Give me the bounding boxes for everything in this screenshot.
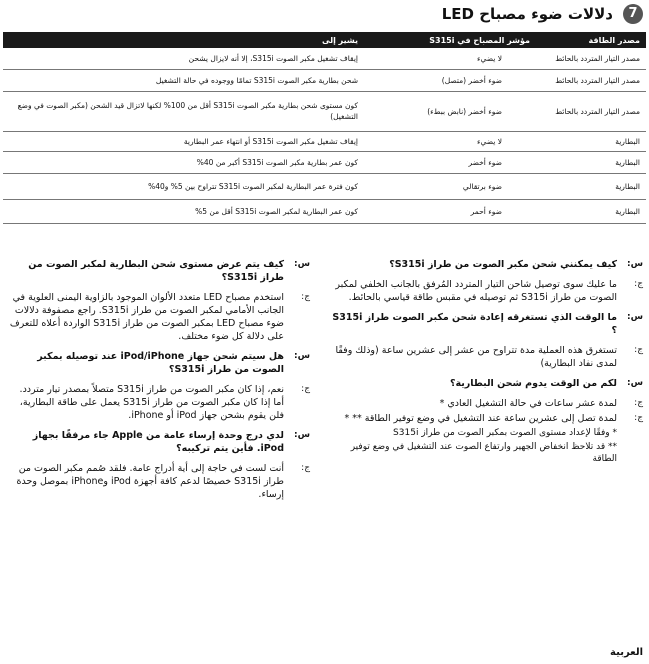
cell-led-state: لا يضيء: [364, 131, 536, 151]
cell-led-state: ضوء برتقالي: [364, 173, 536, 199]
header-led-indicator: مؤشر المصباح في S315i: [364, 32, 536, 48]
footnote-text: * وفقًا لإعداد مستوى الصوت بمكبر الصوت من طراز S315i: [393, 428, 617, 438]
answer-label: ج:: [634, 279, 643, 289]
footnote-text: ** قد تلاحظ انخفاض الجهير وارتفاع الصوت عند التشغيل في وضع توفير الطاقة: [350, 441, 617, 464]
answer-label: ج:: [301, 384, 310, 394]
cell-power-source: البطارية: [536, 131, 646, 151]
footnote: [331, 441, 643, 466]
faq-question: [6, 258, 310, 284]
led-indicator-table: [3, 32, 646, 224]
cell-meaning: كون عمر البطارية لمكبر الصوت S315i أقل من 5%: [3, 199, 364, 223]
answer-label: ج:: [301, 463, 310, 473]
question-label: س:: [293, 351, 310, 361]
question-text: لكم من الوقت يدوم شحن البطارية؟: [449, 378, 617, 389]
answer-text: تستغرق هذه العملية مدة تتراوح من عشر إلى عشرين ساعة (وذلك وفقًا لمدى نفاد البطارية): [335, 345, 617, 369]
answer-label: ج:: [634, 345, 643, 355]
faq-question: [331, 311, 643, 337]
faq-question: [6, 429, 310, 455]
section-title: دلالات ضوء مصباح LED: [441, 5, 613, 23]
faq-answer: [6, 383, 310, 422]
table-row: [3, 151, 646, 173]
question-text: لدي درج وحدة إرساء عامة من Apple جاء مرفقًا بجهاز iPod. فأين يتم تركيبه؟: [32, 430, 284, 454]
cell-power-source: مصدر التيار المتردد بالحائط: [536, 48, 646, 69]
answer-text: لمدة تصل إلى عشرين ساعة عند التشغيل في وضع توفير الطاقة ** *: [344, 413, 617, 424]
header-indicates: يشير إلى: [3, 32, 364, 48]
section-header: [6, 4, 643, 26]
cell-power-source: البطارية: [536, 199, 646, 223]
faq-question: [6, 350, 310, 376]
cell-led-state: لا يضيء: [364, 48, 536, 69]
cell-power-source: البطارية: [536, 173, 646, 199]
question-label: س:: [626, 259, 643, 269]
cell-led-state: ضوء أخضر: [364, 151, 536, 173]
question-text: كيف يتم عرض مستوى شحن البطارية لمكبر الصوت من طراز S315i؟: [28, 259, 284, 283]
question-text: هل سيتم شحن جهاز iPod/iPhone عند توصيله بمكبر الصوت من طراز S315i؟: [37, 351, 284, 375]
faq-answer: [331, 344, 643, 370]
question-label: س:: [626, 378, 643, 388]
answer-label: ج:: [301, 292, 310, 302]
cell-led-state: ضوء أخضر (نابض ببطء): [364, 91, 536, 131]
answer-text: ما عليك سوى توصيل شاحن التيار المتردد المُرفق بالجانب الخلفي لمكبر الصوت من طراز S315i ثم توصيله في مقبس طاقة قياسي بالحائط.: [335, 279, 617, 303]
answer-label: ج:: [634, 398, 643, 408]
cell-power-source: مصدر التيار المتردد بالحائط: [536, 91, 646, 131]
table-row: [3, 131, 646, 151]
answer-text: نعم، إذا كان مكبر الصوت من طراز S315i متصلاً بمصدر تيار متردد. أما إذا كان مكبر الصوت من طراز S315i يعمل على طاقة البطارية، فلن يقوم بشحن جهاز iPod أو iPhone.: [19, 384, 284, 421]
faq-column-right: [331, 258, 643, 473]
faq-answer: [6, 291, 310, 343]
cell-meaning: كون فترة عمر البطارية لمكبر الصوت S315i تتراوح بين 5% و40%: [3, 173, 364, 199]
cell-power-source: البطارية: [536, 151, 646, 173]
question-label: س:: [293, 259, 310, 269]
faq-answer: [331, 397, 643, 410]
faq-column-left: [6, 258, 310, 508]
faq-question: [331, 377, 643, 390]
answer-label: ج:: [634, 413, 643, 423]
cell-meaning: شحن بطارية مكبر الصوت S315i تمامًا ووجوده في حالة التشغيل: [3, 69, 364, 91]
cell-led-state: ضوء أحمر: [364, 199, 536, 223]
table-row: [3, 173, 646, 199]
faq-answer: [331, 412, 643, 425]
question-label: س:: [293, 430, 310, 440]
header-power-source: مصدر الطاقة: [536, 32, 646, 48]
answer-text: أنت لست في حاجة إلى أية أدراج عامة. فلقد صُمم مكبر الصوت من طراز S315i خصيصًا لدعم كافة أجهزة iPod وiPhone بموصل وحدة إرساء.: [16, 463, 284, 500]
footnote: [331, 427, 643, 440]
cell-led-state: ضوء أخضر (متصل): [364, 69, 536, 91]
table-row: [3, 48, 646, 69]
question-label: س:: [626, 312, 643, 322]
table-row: [3, 91, 646, 131]
table-row: [3, 199, 646, 223]
cell-meaning: إيقاف تشغيل مكبر الصوت S315i، إلا أنه لايزال يشحن: [3, 48, 364, 69]
faq-question: [331, 258, 643, 271]
table-row: [3, 69, 646, 91]
faq-answer: [331, 278, 643, 304]
language-footer: العربية: [610, 647, 643, 658]
answer-text: استخدم مصباح LED متعدد الألوان الموجود بالزاوية اليمنى العلوية في الجانب الأمامي لمكبر الصوت من طراز S315i. راجع مصفوفة دلالات ضوء مصباح LED بمكبر الصوت من طراز S315i الواردة أعلاه للتعرف على دلالة كل ضوء مختلف.: [9, 292, 284, 342]
question-text: ما الوقت الذي تستغرقه إعادة شحن مكبر الصوت طراز S315i ؟: [332, 312, 617, 336]
cell-power-source: مصدر التيار المتردد بالحائط: [536, 69, 646, 91]
cell-meaning: كون مستوى شحن بطارية مكبر الصوت S315i أقل من 100% لكنها لاتزال قيد الشحن (مكبر الصوت في وضع التشغيل): [3, 91, 364, 131]
faq-answer: [6, 462, 310, 501]
cell-meaning: إيقاف تشغيل مكبر الصوت S315i أو انتهاء عمر البطارية: [3, 131, 364, 151]
table-header-row: [3, 32, 646, 48]
answer-text: لمدة عشر ساعات في حالة التشغيل العادي *: [439, 398, 617, 409]
cell-meaning: كون عمر بطارية مكبر الصوت S315i أكبر من 40%: [3, 151, 364, 173]
question-text: كيف يمكنني شحن مكبر الصوت من طراز S315i؟: [389, 259, 617, 270]
section-number-badge: 7: [623, 4, 643, 24]
